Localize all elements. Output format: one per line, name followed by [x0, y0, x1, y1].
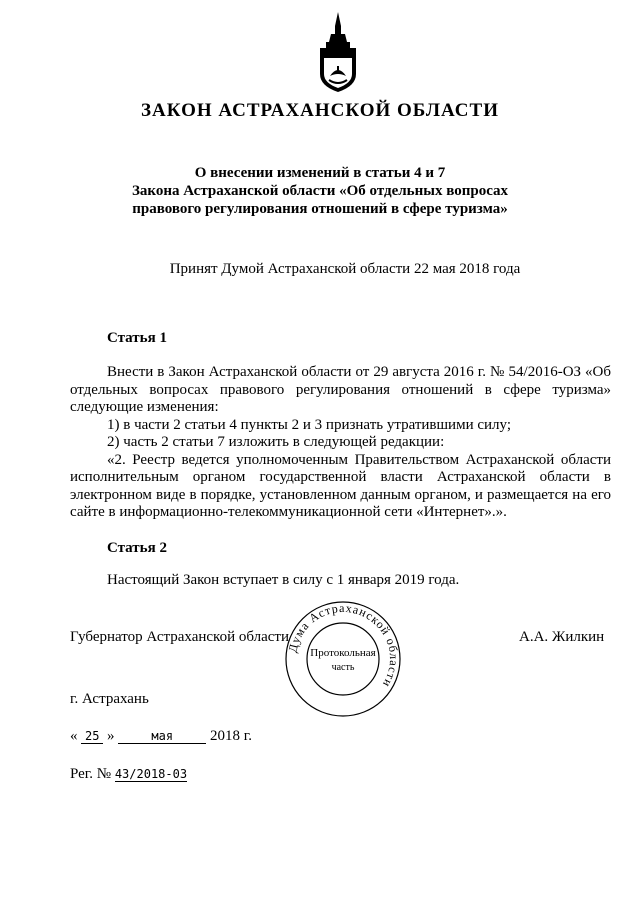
stamp-center-line-1: Протокольная: [310, 647, 376, 659]
subtitle-line: О внесении изменений в статьи 4 и 7: [194, 165, 446, 181]
date-year: 2018 г.: [210, 728, 252, 744]
article-1-body: [70, 364, 611, 522]
article-1-heading: Статья 1: [107, 330, 167, 346]
article-1-item-1: 1) в части 2 статьи 4 пункты 2 и 3 признать утратившими силу;: [107, 416, 511, 433]
signatory-name: А.А. Жилкин: [519, 629, 605, 645]
article-2-body: [70, 572, 611, 590]
article-1-intro: Внести в Закон Астраханской области от 29 августа 2016 г. № 54/2016-ОЗ «Об отдельных вопросах правового регулирования отношений в сфере туризма» следующие изменения:: [70, 364, 611, 415]
adoption-note: Принят Думой Астраханской области 22 мая 2018 года: [169, 261, 521, 277]
registration-label: Рег. №: [70, 766, 112, 782]
stamp-ring-text: Дума Астраханской области: [285, 600, 402, 691]
date-close-quote: »: [107, 728, 115, 744]
article-2-heading: Статья 2: [107, 540, 167, 556]
signatory-position: Губернатор Астраханской области: [70, 629, 290, 645]
registration-value: 43/2018-03: [114, 767, 188, 781]
duma-stamp: [284, 600, 402, 718]
registration-number: [70, 766, 187, 783]
svg-text:Дума Астраханской области: [285, 601, 401, 690]
subtitle-line: правового регулирования отношений в сфере туризма»: [132, 201, 508, 217]
article-1-quote: «2. Реестр ведется уполномоченным Правительством Астраханской области исполнительным органом государственной власти Астраханской области в электронном виде в порядке, установленном данным органом, и размещается на его сайте в информационно-телекоммуникационной сети «Интернет».».: [70, 451, 611, 520]
place-of-signing: г. Астрахань: [70, 691, 149, 707]
article-1-item-2: 2) часть 2 статьи 7 изложить в следующей редакции:: [107, 434, 445, 450]
article-2-text: Настоящий Закон вступает в силу с 1 января 2019 года.: [107, 572, 460, 588]
signing-date: [70, 728, 252, 745]
stamp-center-line-2: часть: [331, 662, 355, 673]
date-day: 25: [81, 729, 103, 744]
coat-of-arms-icon: [314, 12, 362, 92]
date-month: мая: [118, 729, 206, 744]
date-open-quote: «: [70, 728, 78, 744]
subtitle-line: Закона Астраханской области «Об отдельных вопросах: [131, 183, 509, 199]
law-title: ЗАКОН АСТРАХАНСКОЙ ОБЛАСТИ: [141, 100, 499, 121]
law-subtitle: [60, 164, 580, 218]
